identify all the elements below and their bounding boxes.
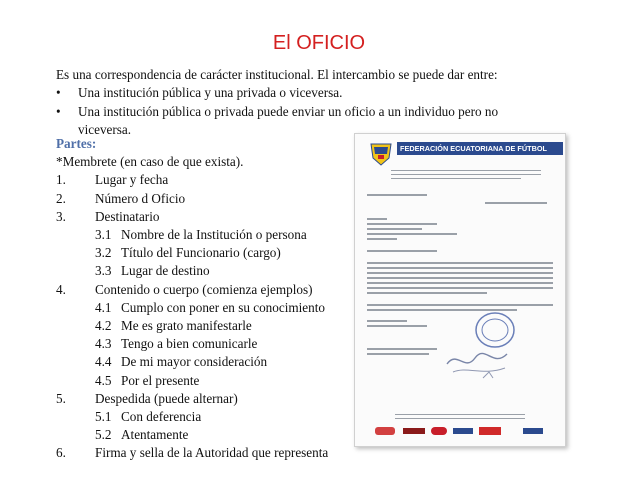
item-number: 4. <box>56 281 66 297</box>
item-number: 4.4 <box>95 354 112 370</box>
signature-icon <box>443 342 513 382</box>
item-text: De mi mayor consideración <box>121 354 268 370</box>
item-text: Cumplo con poner en su conocimiento <box>121 299 326 315</box>
item-number: 5.1 <box>95 409 112 425</box>
list-subitem <box>56 353 328 371</box>
item-number: 4.2 <box>95 318 112 334</box>
membrete-line: *Membrete (en caso de que exista). <box>56 154 244 170</box>
list-subitem <box>56 299 328 317</box>
parts-heading: Partes: <box>56 136 97 151</box>
list-item <box>56 390 328 408</box>
item-text: Con deferencia <box>121 409 202 425</box>
intro-section <box>56 66 556 140</box>
parts-section <box>56 135 328 463</box>
item-text: Tengo a bien comunicarle <box>121 336 258 352</box>
item-text: Nombre de la Institución o persona <box>121 227 307 243</box>
item-text: Por el presente <box>121 372 200 388</box>
list-subitem <box>56 426 328 444</box>
item-text: Destinatario <box>95 208 160 224</box>
item-number: 4.5 <box>95 372 112 388</box>
item-text: Firma y sella de la Autoridad que representa <box>95 445 329 461</box>
item-text: Me es grato manifestarle <box>121 318 252 334</box>
page-title: El OFICIO <box>272 32 366 54</box>
item-number: 5. <box>56 390 66 406</box>
item-text: Lugar de destino <box>121 263 210 279</box>
item-number: 4.3 <box>95 336 112 352</box>
list-subitem <box>56 408 328 426</box>
sponsor-logos <box>373 424 547 438</box>
list-item <box>56 208 328 226</box>
intro-line: Es una correspondencia de carácter institucional. El intercambio se puede dar entre: <box>56 67 498 82</box>
item-text: Título del Funcionario (cargo) <box>121 245 281 261</box>
bullet-continuation: viceversa. <box>78 122 132 138</box>
item-number: 3.3 <box>95 263 112 279</box>
item-text: Despedida (puede alternar) <box>95 390 238 406</box>
item-number: 3.1 <box>95 227 112 243</box>
bullet-text: Una institución pública o privada puede enviar un oficio a un individuo pero no <box>78 103 499 119</box>
bullet-item-1 <box>56 84 556 102</box>
bullet-icon: • <box>56 103 61 119</box>
oficio-example-image <box>354 133 566 447</box>
item-text: Número d Oficio <box>95 190 186 206</box>
bullet-icon: • <box>56 85 61 101</box>
letterhead <box>361 140 559 166</box>
bullet-text: Una institución pública y una privada o viceversa. <box>78 85 343 101</box>
list-item <box>56 444 328 462</box>
list-item <box>56 171 328 189</box>
item-text: Atentamente <box>121 427 189 443</box>
list-subitem <box>56 226 328 244</box>
bullet-item-2 <box>56 103 556 121</box>
fef-shield-icon <box>369 142 393 166</box>
letterhead-org-name: FEDERACIÓN ECUATORIANA DE FÚTBOL <box>397 142 563 155</box>
item-number: 1. <box>56 172 66 188</box>
item-number: 5.2 <box>95 427 112 443</box>
list-item <box>56 190 328 208</box>
item-number: 2. <box>56 190 66 206</box>
item-number: 3. <box>56 208 66 224</box>
item-text: Lugar y fecha <box>95 172 169 188</box>
item-text: Contenido o cuerpo (comienza ejemplos) <box>95 281 313 297</box>
item-number: 3.2 <box>95 245 112 261</box>
list-subitem <box>56 317 328 335</box>
list-subitem <box>56 244 328 262</box>
list-subitem <box>56 335 328 353</box>
item-number: 6. <box>56 445 66 461</box>
list-item <box>56 281 328 299</box>
item-number: 4.1 <box>95 299 112 315</box>
list-subitem <box>56 262 328 280</box>
list-subitem <box>56 372 328 390</box>
